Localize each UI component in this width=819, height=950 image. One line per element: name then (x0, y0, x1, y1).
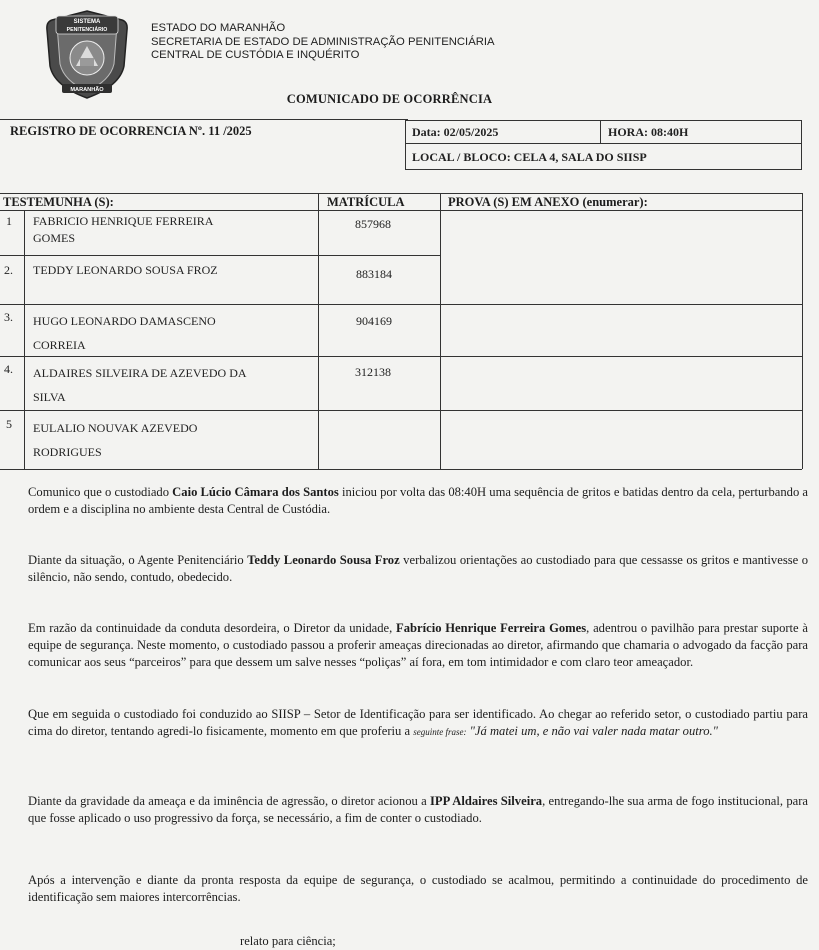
witness-registration: 857968 (355, 217, 391, 231)
svg-text:MARANHÃO: MARANHÃO (70, 87, 104, 93)
narrative-paragraph-4: Que em seguida o custodiado foi conduzido ao SIISP – Setor de Identificação para ser identificado. Ao chegar ao referido setor, o custodiado partiu para cima do diretor, tentando agredi-lo fisicamente, momento em que proferiu a seguinte frase: "Já matei um, e não vai valer nada matar outro." (28, 707, 808, 738)
header-state: ESTADO DO MARANHÃO (151, 22, 286, 34)
penitentiary-seal-icon (42, 8, 132, 100)
date-time-divider (600, 120, 601, 144)
government-header (151, 22, 495, 63)
col-header-evidence: PROVA (S) EM ANEXO (enumerar): (448, 195, 648, 209)
narrative-paragraph-2: Diante da situação, o Agente Penitenciário Teddy Leonardo Sousa Froz verbalizou orientações ao custodiado para que cessasse os gritos e mantivesse o silêncio, não sendo, contudo, obedecido. (28, 553, 808, 584)
record-time: HORA: 08:40H (608, 125, 689, 139)
record-number: REGISTRO DE OCORRENCIA Nº. 11 /2025 (10, 124, 252, 138)
svg-text:PENITENCIÁRIO: PENITENCIÁRIO (66, 27, 108, 33)
record-divider (405, 120, 406, 170)
header-central: CENTRAL DE CUSTÓDIA E INQUÉRITO (151, 49, 360, 61)
record-top-rule (0, 119, 408, 120)
witness-name: HUGO LEONARDO DAMASCENO CORREIA (33, 314, 216, 352)
row-number: 1 (6, 214, 12, 228)
witness-name: TEDDY LEONARDO SOUSA FROZ (33, 263, 218, 277)
row-number: 4. (4, 362, 13, 376)
narrative-closing: relato para ciência; (240, 934, 336, 948)
narrative-paragraph-3: Em razão da continuidade da conduta desordeira, o Diretor da unidade, Fabrício Henrique Ferreira Gomes, adentrou o pavilhão para prestar suporte à equipe de segurança. Neste momento, o custodiado passou a proferir ameaças direcionadas ao diretor, afirmando que chamaria o advogado da facção para comunicar aos seus “parceiros” para que dessem um salve nesses “poliças” aí fora, em tom intimidador e com claro teor ameaçador. (28, 621, 809, 669)
witness-name: EULALIO NOUVAK AZEVEDO RODRIGUES (33, 421, 198, 459)
svg-text:SISTEMA: SISTEMA (73, 19, 101, 25)
record-date: Data: 02/05/2025 (412, 125, 499, 139)
witness-registration: 312138 (355, 365, 391, 379)
narrative-paragraph-5: Diante da gravidade da ameaça e da iminência de agressão, o diretor acionou a IPP Aldaires Silveira, entregando-lhe sua arma de fogo institucional, para que fosse aplicado o uso progressivo da força, se necessário, a fim de conter o custodiado. (28, 794, 808, 825)
witness-registration: 883184 (356, 267, 392, 281)
col-header-witnesses: TESTEMUNHA (S): (3, 195, 114, 209)
witness-name: ALDAIRES SILVEIRA DE AZEVEDO DA SILVA (33, 366, 247, 404)
witness-name: FABRICIO HENRIQUE FERREIRA GOMES (33, 214, 214, 245)
header-secretariat: SECRETARIA DE ESTADO DE ADMINISTRAÇÃO PENITENCIÁRIA (151, 35, 495, 48)
narrative-paragraph-1: Comunico que o custodiado Caio Lúcio Câmara dos Santos iniciou por volta das 08:40H uma sequência de gritos e batidas dentro da cela, perturbando a ordem e a disciplina no ambiente desta Central de Custódia. (28, 485, 808, 516)
row-number: 2. (4, 263, 13, 277)
record-location: LOCAL / BLOCO: CELA 4, SALA DO SIISP (412, 150, 647, 164)
narrative-paragraph-6: Após a intervenção e diante da pronta resposta da equipe de segurança, o custodiado se acalmou, permitindo a continuidade do procedimento de identificação sem maiores intercorrências. (28, 873, 808, 904)
row-number: 5 (6, 417, 12, 431)
row-number: 3. (4, 310, 13, 324)
document-title: COMUNICADO DE OCORRÊNCIA (286, 92, 493, 106)
col-header-registration: MATRÍCULA (327, 195, 405, 209)
witness-registration: 904169 (356, 314, 392, 328)
